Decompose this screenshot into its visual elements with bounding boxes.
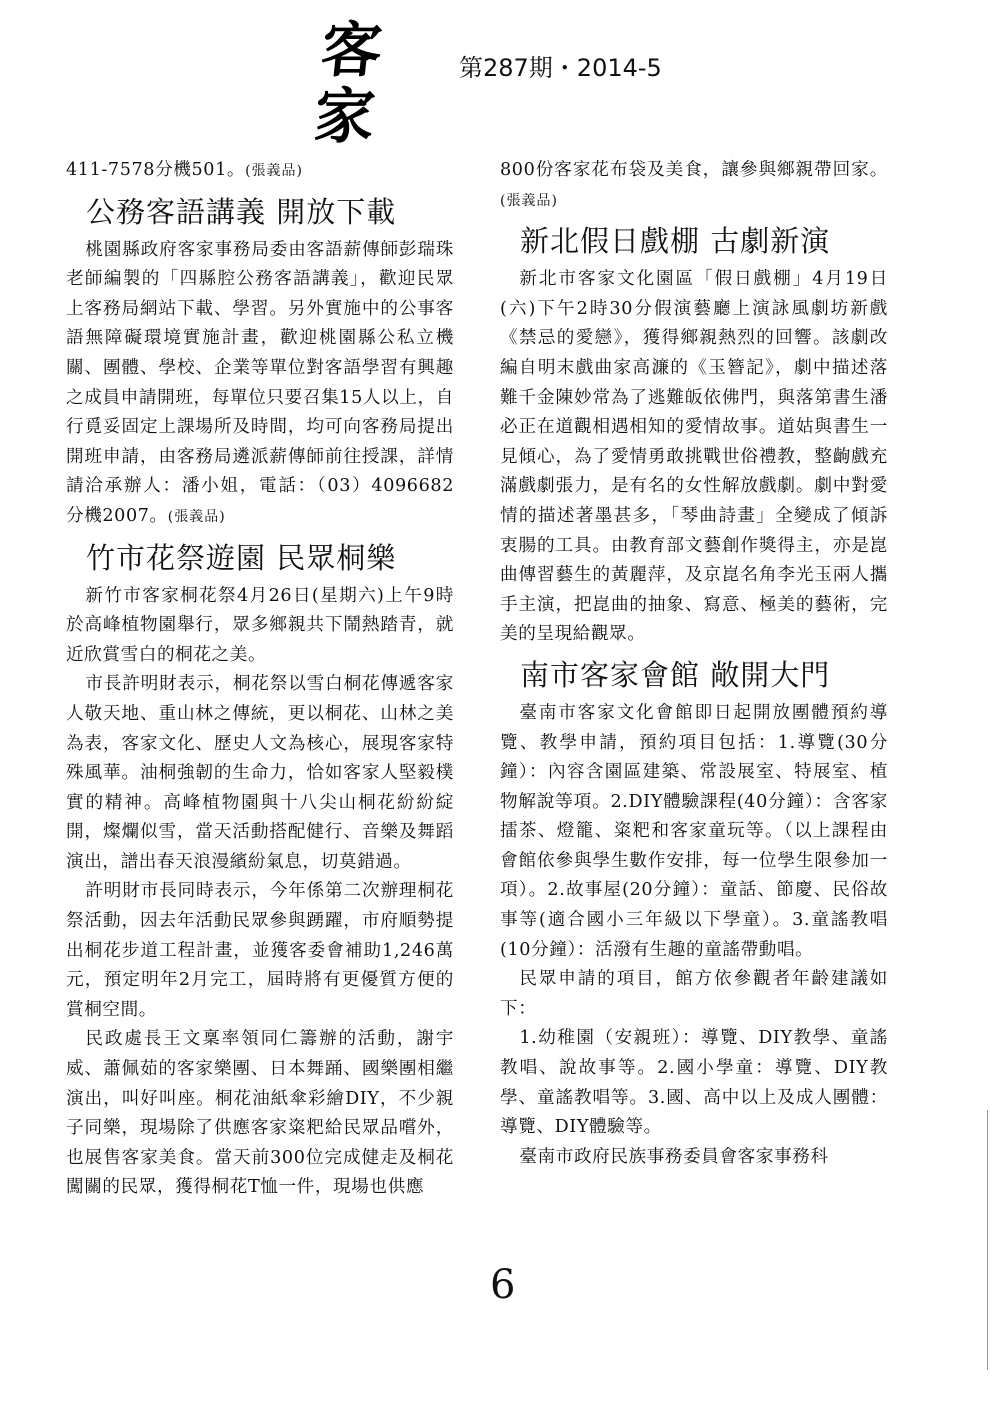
article-title-tainan-hall: 南市客家會館 敞開大門 bbox=[520, 657, 831, 692]
logo: 客家 bbox=[310, 16, 382, 152]
article-paragraph: 許明財市長同時表示，今年係第二次辦理桐花祭活動，因去年活動民眾參與踴躍，市府順勢提出桐花步道工程計畫，並獲客委會補助1,246萬元，預定明年2月完工，屆時將有更優質方便的賞桐空間。 bbox=[66, 881, 454, 1020]
continued-text: 411-7578分機501。(張義品) bbox=[66, 160, 304, 180]
article-paragraph: 臺南市客家文化會館即日起開放團體預約導覽、教學申請，預約項目包括：1.導覽(30分鐘）：內容含園區建築、常設展室、特展室、植物解說等項。2.DIY體驗課程(40分鐘）：含客家擂茶、燈籠、粢粑和客家童玩等。（以上課程由會館依參與學生數作安排，每一位學生限參加一項）。2.故事屋(20分鐘）：童話、節慶、民俗故事等(適合國小三年級以下學童）。3.童謠教唱(10分鐘）：活潑有生趣的童謠帶動唱。 bbox=[500, 702, 888, 960]
article-paragraph: 臺南市政府民族事務委員會客家事務科 bbox=[519, 1146, 829, 1167]
article-paragraph: 新北市客家文化園區「假日戲棚」4月19日(六)下午2時30分假演藝廳上演詠風劇坊新戲《禁忌的愛戀》，獲得鄉親熱烈的回響。該劇改編自明末戲曲家高濂的《玉簪記》，劇中描述落難千金陳妙常為了逃難皈依佛門，與落第書生潘必正在道觀相遇相知的愛情故事。道姑與書生一見傾心，為了愛情勇敢挑戰世俗禮教，整齣戲充滿戲劇張力，是有名的女性解放戲劇。劇中對愛情的描述著墨甚多，「琴曲詩畫」全變成了傾訴衷腸的工具。由教育部文藝創作獎得主，亦是崑曲傳習藝生的黃麗萍，及京崑名角李光玉兩人攜手主演，把崑曲的抽象、寫意、極美的藝術，完美的呈現給觀眾。 bbox=[500, 269, 888, 645]
right-column bbox=[500, 156, 888, 1172]
scan-edge-mark bbox=[987, 1110, 988, 1370]
article-title-new-taipei-opera: 新北假日戲棚 古劇新演 bbox=[520, 224, 831, 259]
article-paragraph: 民政處長王文稟率領同仁籌辦的活動，謝宇威、蕭佩茹的客家樂團、日本舞踊、國樂團相繼演出，叫好叫座。桐花油紙傘彩繪DIY，不少親子同樂，現場除了供應客家粢粑給民眾品嚐外，也展售客家美食。當天前300位完成健走及桐花闖關的民眾，獲得桐花T恤一件，現場也供應 bbox=[66, 1029, 454, 1198]
article-paragraph: 民眾申請的項目，館方依參觀者年齡建議如下： bbox=[500, 969, 888, 1019]
author-credit: (張義品) bbox=[500, 192, 558, 209]
issue-label: 第287期・2014-5 bbox=[459, 54, 662, 82]
page-number: 6 bbox=[490, 1262, 516, 1308]
article-paragraph: 1.幼稚園（安親班）：導覽、DIY教學、童謠教唱、說故事等。2.國小學童：導覽、DIY教學、童謠教唱等。3.國、高中以上及成人團體：導覽、DIY體驗等。 bbox=[500, 1028, 888, 1138]
author-credit: (張義品) bbox=[167, 508, 226, 525]
article-title-hsinchu-festival: 竹市花祭遊園 民眾桐樂 bbox=[86, 540, 397, 575]
article-paragraph: 桃園縣政府客家事務局委由客語薪傳師彭瑞珠老師編製的「四縣腔公務客語講義」，歡迎民眾上客務局網站下載、學習。另外實施中的公事客語無障礙環境實施計畫，歡迎桃園縣公私立機關、團體、學校、企業等單位對客語學習有興趣之成員申請開班，每單位只要召集15人以上，自行覓妥固定上課場所及時間，均可向客務局提出開班申請，由客務局遴派薪傳師前往授課，詳情請洽承辦人：潘小姐，電話：（03）4096682分機2007。(張義品) bbox=[66, 239, 454, 526]
article-paragraph: 市長許明財表示，桐花祭以雪白桐花傳遞客家人敬天地、重山林之傳統，更以桐花、山林之美為表，客家文化、歷史人文為核心，展現客家特殊風華。油桐強韌的生命力，恰如客家人堅毅樸實的精神。高峰植物園與十八尖山桐花紛紛綻開，燦爛似雪，當天活動搭配健行、音樂及舞蹈演出，譜出春天浪漫繽紛氣息，切莫錯過。 bbox=[66, 674, 454, 872]
article-title-public-hakka: 公務客語講義 開放下載 bbox=[86, 194, 397, 229]
author-credit: (張義品) bbox=[245, 163, 304, 179]
continued-text: 800份客家花布袋及美食，讓參與鄉親帶回家。(張義品) bbox=[500, 160, 888, 209]
article-paragraph: 新竹市客家桐花祭4月26日(星期六)上午9時於高峰植物園舉行，眾多鄉親共下鬧熱踏青，就近欣賞雪白的桐花之美。 bbox=[66, 585, 454, 665]
left-column bbox=[66, 156, 454, 1203]
